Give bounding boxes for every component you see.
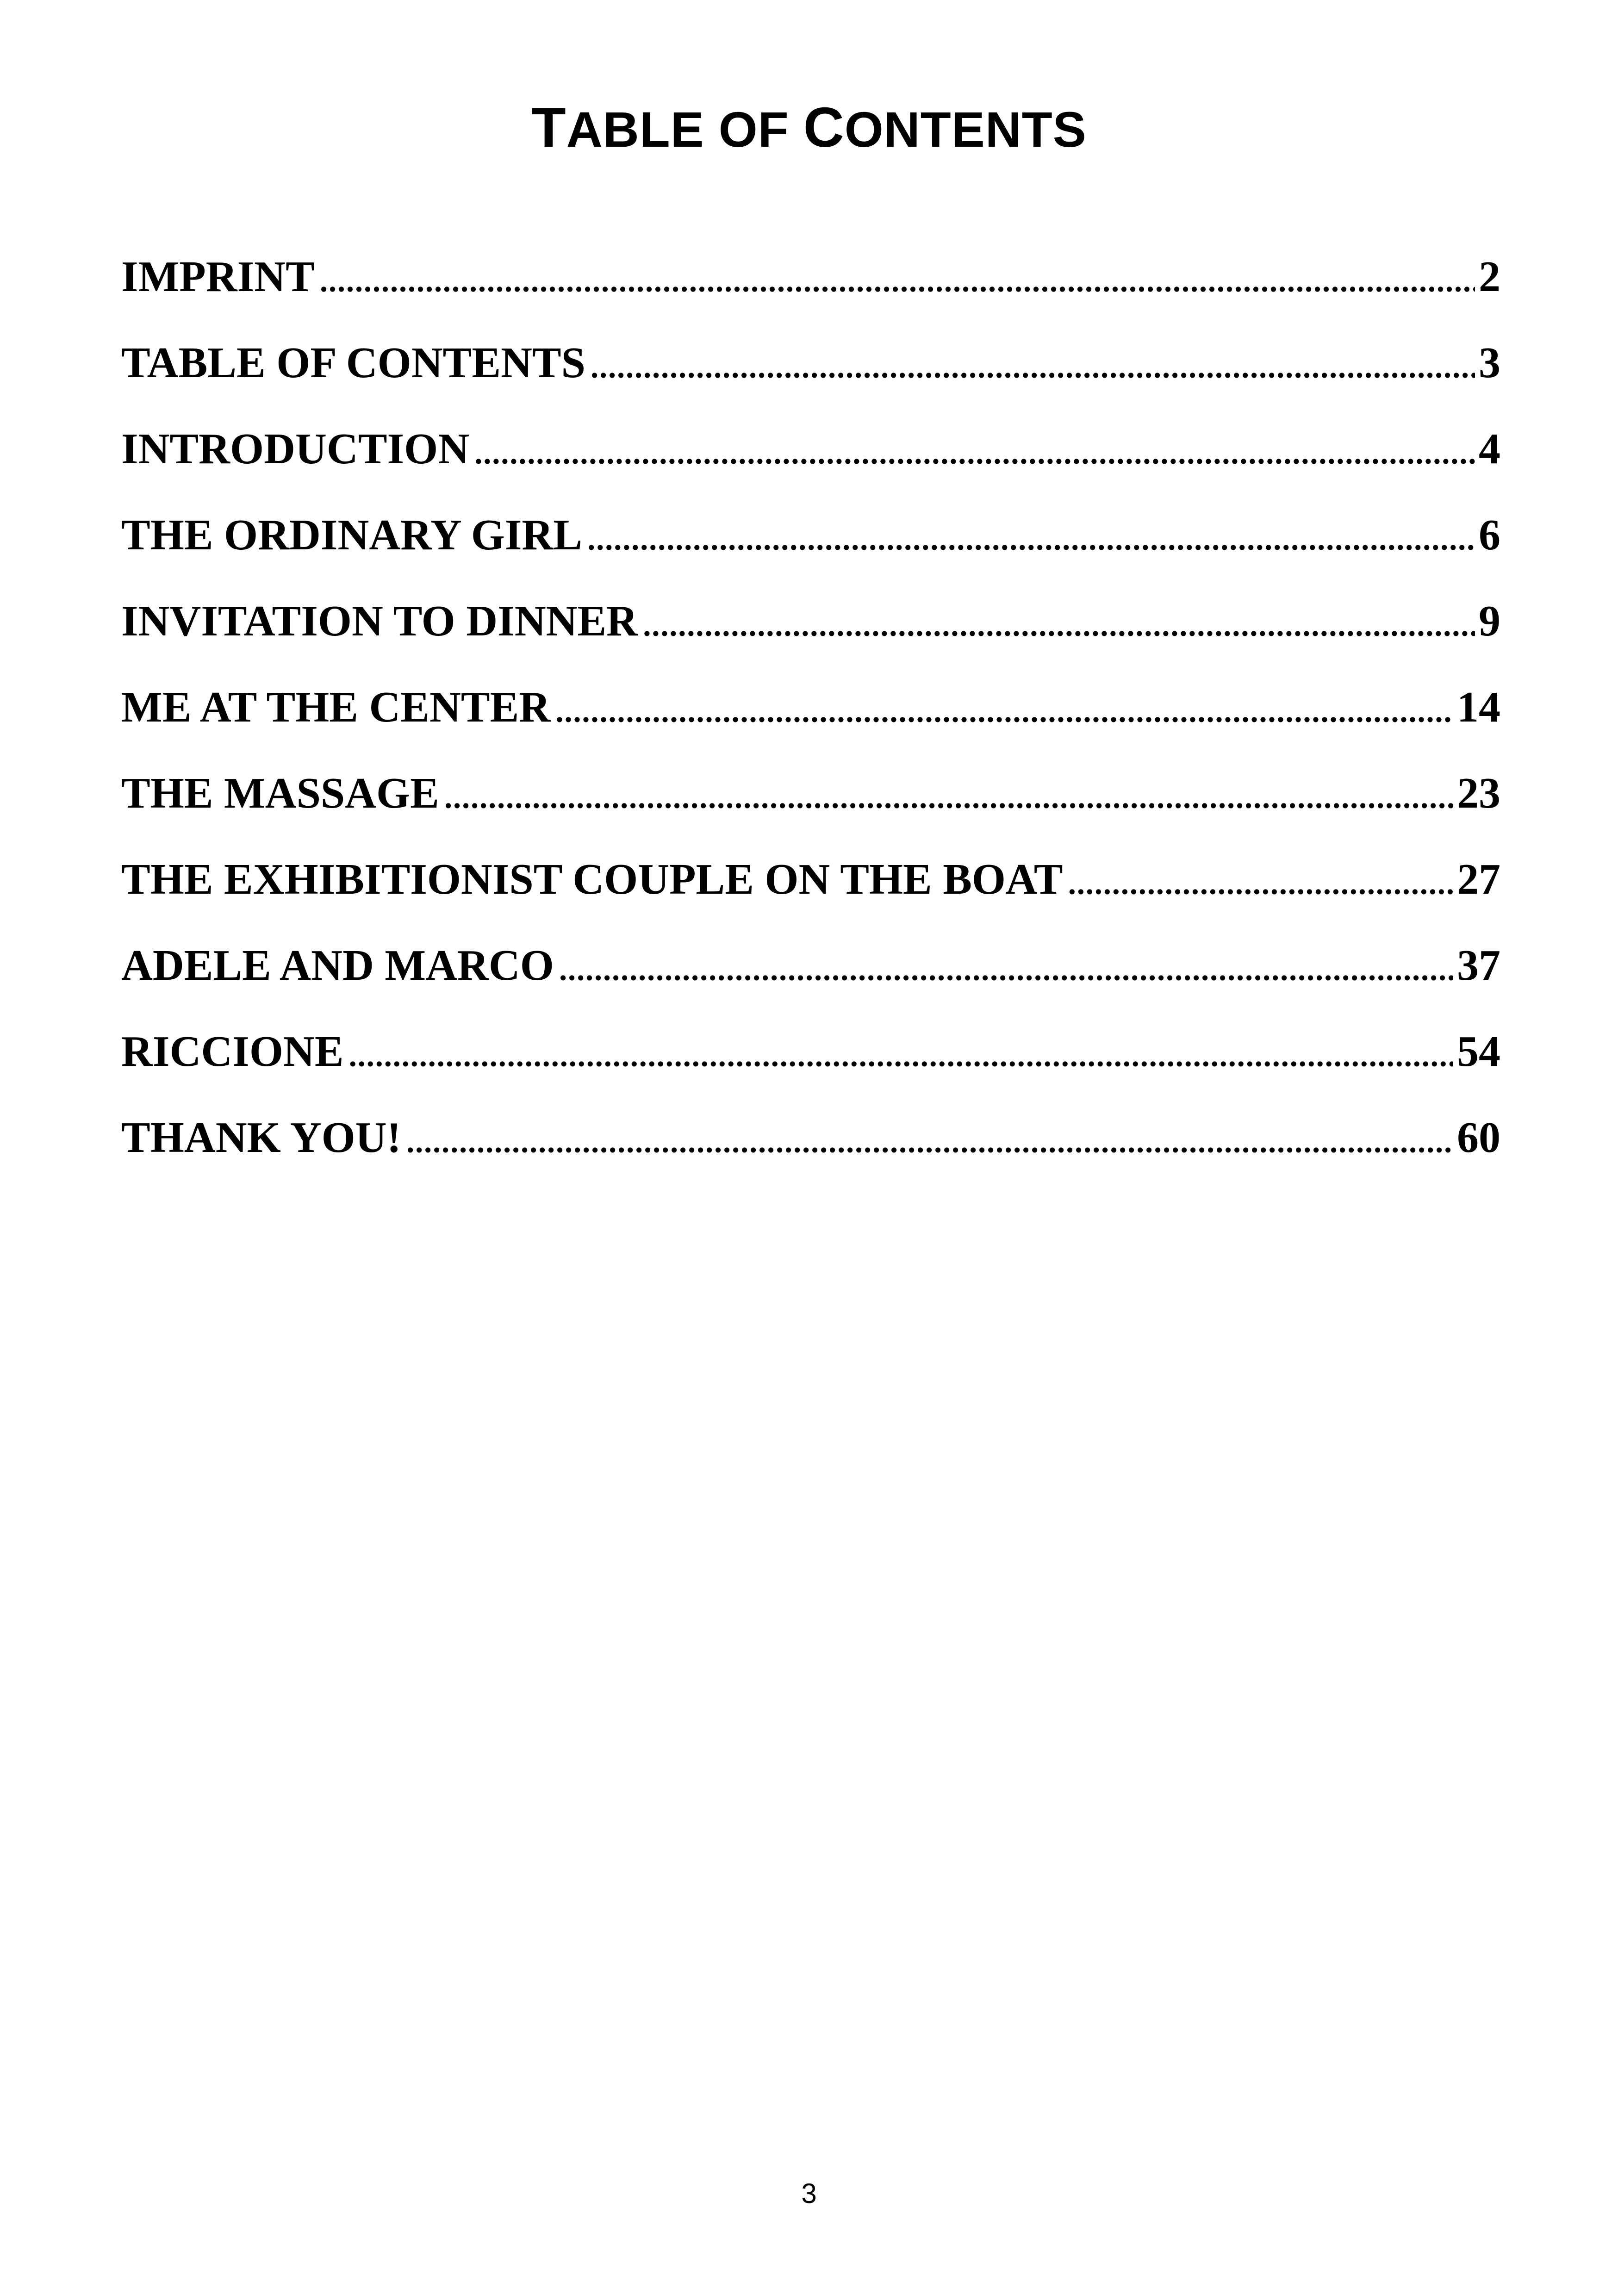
toc-entry-adele-and-marco[interactable] (121, 922, 1500, 1008)
toc-entry-page: 23 (1457, 769, 1500, 817)
toc-dot-leader (1067, 836, 1453, 922)
toc-entry-label: TABLE OF CONTENTS (121, 339, 585, 387)
toc-dot-leader (641, 578, 1475, 664)
toc-dot-leader (558, 922, 1453, 1008)
toc-entry-page: 9 (1479, 597, 1500, 645)
toc-dot-leader (348, 1008, 1453, 1095)
title-rest-ontents: ONTENTS (844, 101, 1087, 157)
title-initial-c: C (803, 96, 845, 159)
toc-entry-label: THANK YOU! (121, 1114, 401, 1162)
toc-entry-label: THE EXHIBITIONIST COUPLE ON THE BOAT (121, 855, 1063, 903)
toc-entry-page: 60 (1457, 1114, 1500, 1162)
toc-entry-page: 37 (1457, 941, 1500, 989)
toc-entry-label: THE MASSAGE (121, 769, 439, 817)
toc-entry-label: ME AT THE CENTER (121, 683, 551, 731)
toc-entry-the-exhibitionist-couple-on-the-boat[interactable] (121, 836, 1500, 922)
toc-dot-leader (586, 492, 1475, 578)
toc-entry-the-ordinary-girl[interactable] (121, 492, 1500, 578)
toc-entry-page: 27 (1457, 855, 1500, 903)
toc-list (121, 234, 1500, 1181)
toc-entry-page: 4 (1479, 425, 1500, 473)
toc-entry-invitation-to-dinner[interactable] (121, 578, 1500, 664)
toc-dot-leader (443, 750, 1453, 836)
toc-dot-leader (589, 320, 1475, 406)
toc-entry-label: ADELE AND MARCO (121, 941, 554, 989)
toc-entry-page: 54 (1457, 1027, 1500, 1076)
toc-dot-leader (318, 234, 1475, 320)
toc-entry-label: RICCIONE (121, 1027, 344, 1076)
toc-entry-label: IMPRINT (121, 253, 315, 301)
toc-entry-the-massage[interactable] (121, 750, 1500, 836)
toc-entry-table-of-contents[interactable] (121, 320, 1500, 406)
toc-entry-page: 3 (1479, 339, 1500, 387)
title-initial-t: T (531, 96, 566, 159)
toc-entry-label: INVITATION TO DINNER (121, 597, 638, 645)
page-title (0, 93, 1618, 164)
toc-entry-introduction[interactable] (121, 406, 1500, 492)
page-number: 3 (801, 2178, 817, 2209)
toc-dot-leader (554, 664, 1453, 750)
toc-dot-leader (473, 406, 1475, 492)
toc-entry-label: INTRODUCTION (121, 425, 470, 473)
toc-entry-page: 2 (1479, 253, 1500, 301)
toc-entry-label: THE ORDINARY GIRL (121, 511, 582, 559)
toc-dot-leader (405, 1095, 1453, 1181)
toc-entry-page: 6 (1479, 511, 1500, 559)
toc-entry-riccione[interactable] (121, 1008, 1500, 1095)
toc-entry-me-at-the-center[interactable] (121, 664, 1500, 750)
toc-entry-thank-you[interactable] (121, 1095, 1500, 1181)
title-rest-able-of: ABLE OF (566, 101, 803, 157)
toc-entry-page: 14 (1457, 683, 1500, 731)
toc-entry-imprint[interactable] (121, 234, 1500, 320)
